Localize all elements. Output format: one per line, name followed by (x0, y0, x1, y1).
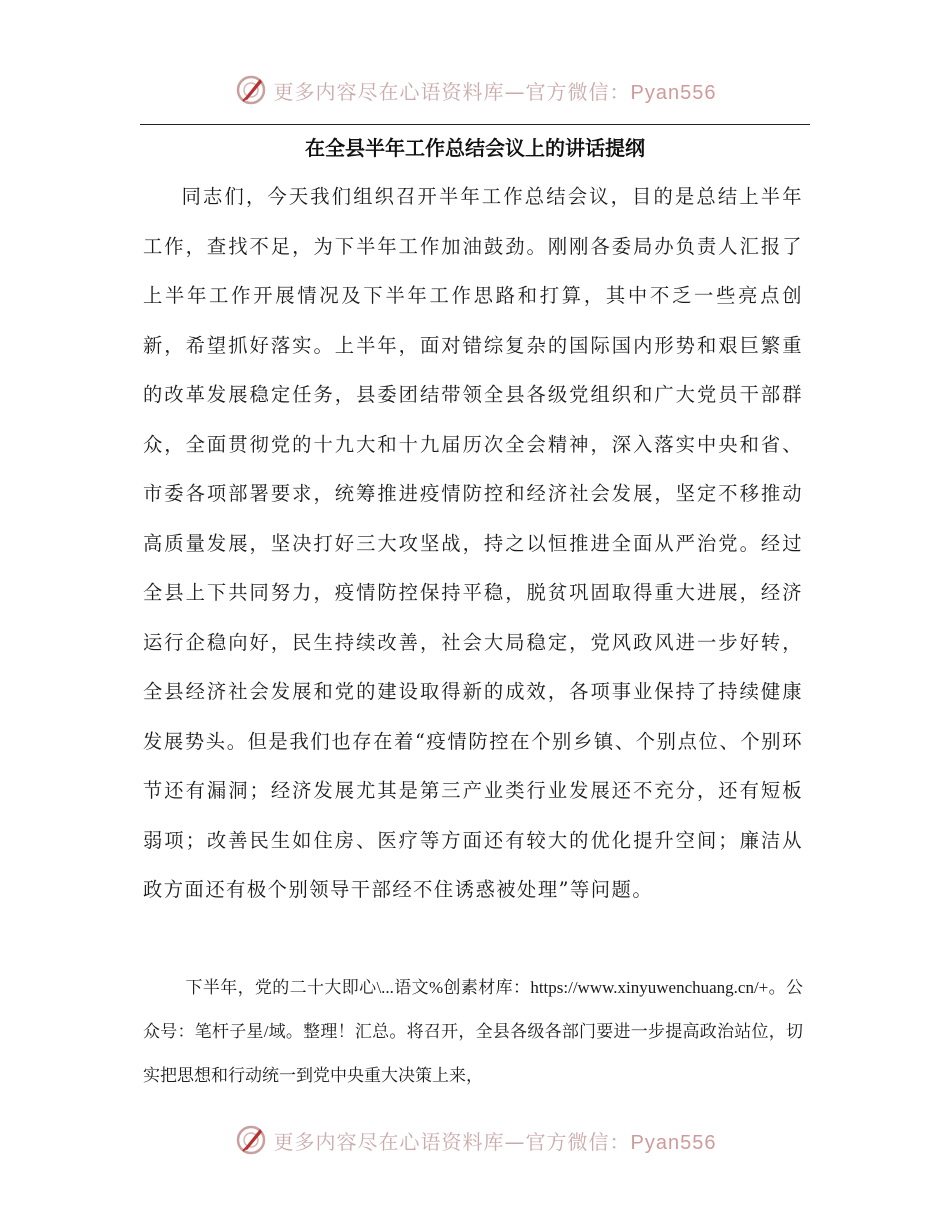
banner-text: 更多内容尽在心语资料库—官方微信：Pyan556 (273, 1129, 717, 1154)
document-title: 在全县半年工作总结会议上的讲话提纲 (305, 136, 645, 160)
quill-logo-icon (234, 73, 268, 107)
quill-logo-icon (234, 1123, 268, 1157)
wechat-handle: Pyan556 (630, 1131, 717, 1154)
body-paragraph-2: 下半年，党的二十大即心\...语文%创素材库：https://www.xinyuwenchuang.cn/+。公众号：笔杆子星/域。整理！汇总。将召开，全县各级各部门要进一步提高政治站位，切实把思想和行动统一到党中央重大决策上来， (143, 978, 803, 1085)
banner-text: 更多内容尽在心语资料库—官方微信：Pyan556 (273, 79, 717, 104)
header-banner (0, 70, 950, 110)
wechat-handle: Pyan556 (630, 81, 717, 104)
body-paragraph-1: 同志们，今天我们组织召开半年工作总结会议，目的是总结上半年工作，查找不足，为下半年工作加油鼓劲。刚刚各委局办负责人汇报了上半年工作开展情况及下半年工作思路和打算，其中不乏一些亮点创新，希望抓好落实。上半年，面对错综复杂的国际国内形势和艰巨繁重的改革发展稳定任务，县委团结带领全县各级党组织和广大党员干部群众，全面贯彻党的十九大和十九届历次全会精神，深入落实中央和省、市委各项部署要求，统筹推进疫情防控和经济社会发展，坚定不移推动高质量发展，坚决打好三大攻坚战，持之以恒推进全面从严治党。经过全县上下共同努力，疫情防控保持平稳，脱贫巩固取得重大进展，经济运行企稳向好，民生持续改善，社会大局稳定，党风政风进一步好转，全县经济社会发展和党的建设取得新的成效，各项事业保持了持续健康发展势头。但是我们也存在着“疫情防控在个别乡镇、个别点位、个别环节还有漏洞；经济发展尤其是第三产业类行业发展还不充分，还有短板弱项；改善民生如住房、医疗等方面还有较大的优化提升空间；廉洁从政方面还有极个别领导干部经不住诱惑被处理”等问题。 (143, 185, 803, 901)
header-divider (140, 124, 810, 125)
footer-banner (0, 1120, 950, 1160)
